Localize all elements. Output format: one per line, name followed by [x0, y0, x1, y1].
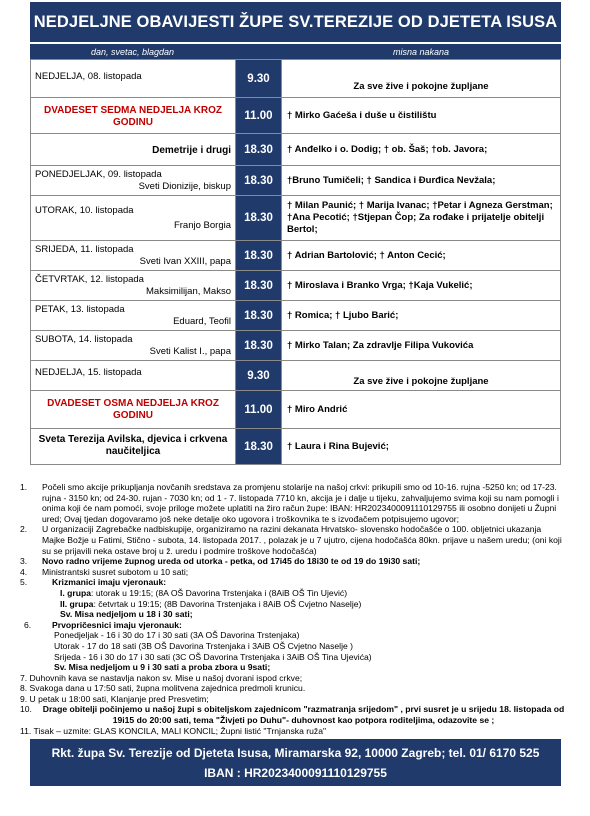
intention-cell: † Anđelko i o. Dodig; † ob. Šaš; †ob. Javora;: [282, 134, 561, 166]
day-name: NEDJELJA, 08. listopada: [35, 71, 142, 82]
intention-cell: [282, 361, 561, 391]
day-name: PONEDJELJAK, 09. listopada: [35, 169, 162, 180]
intention-cell: †Bruno Tumičeli; † Sandica i Đurđica Nevžala;: [282, 166, 561, 196]
time-cell: 18.30: [236, 196, 282, 241]
time-cell: 18.30: [236, 134, 282, 166]
list-item: [20, 482, 565, 524]
note-number: 1.: [20, 482, 28, 492]
time-cell: 18.30: [236, 331, 282, 361]
group-line: Srijeda - 16 i 30 do 17 i 30 sati (3C OŠ Davorina Trstenjaka i 3AiB OŠ Tina Ujevića): [54, 651, 372, 662]
time-cell: 18.30: [236, 271, 282, 301]
group-line: [20, 599, 565, 610]
table-row: [31, 331, 561, 361]
time-cell: 11.00: [236, 98, 282, 134]
saint-name: Sveti Kalist I., papa: [149, 346, 231, 357]
table-row: [31, 60, 561, 98]
group-text: : utorak u 19:15; (8A OŠ Davorina Trstenjaka i (8AiB OŠ Tin Ujević): [91, 587, 348, 598]
list-item: [20, 577, 565, 588]
list-item: [20, 567, 565, 578]
table-row: [31, 241, 561, 271]
intention-cell: † Milan Paunić; † Marija Ivanac; †Petar i Agneza Gerstman; †Ana Pecotić; †Stjepan Čop; Za rođake i prijatelje obitelji Bertol;: [282, 196, 561, 241]
group-label: I. grupa: [60, 587, 92, 598]
day-cell: [31, 98, 236, 134]
intention-cell: † Mirko Talan; Za zdravlje Filipa Vukovića: [282, 331, 561, 361]
table-row: [31, 271, 561, 301]
note-text: U organizaciji Zagrebačke nadbiskupije, organiziramo na razini dekanata Hrvatsko- slovensko hodočašće o 100. obljetnici ukazanja Majke Božje u Fatimi, Stično - subota, 14. listopada 2017. , polazak je u 7 ujutro, cijena hodočašća 80kn. prijave u našem uredu; (oni koji su se prijavili neka ostave broj u ž. uredu i podmire troškove hodočašća): [42, 524, 562, 556]
day-cell: [31, 271, 236, 301]
intention-cell: † Laura i Rina Bujević;: [282, 429, 561, 465]
time-cell: 11.00: [236, 391, 282, 429]
day-cell: [31, 301, 236, 331]
intention-cell: † Adrian Bartolović; † Anton Cecić;: [282, 241, 561, 271]
group-line: [20, 588, 565, 599]
note-text: Krizmanici imaju vjeronauk:: [52, 577, 167, 588]
group-text: : četvrtak u 19:15; (8B Davorina Trstenjaka i 8AiB OŠ Cvjetno Naselje): [93, 598, 362, 609]
saint-name: Eduard, Teofil: [173, 316, 231, 327]
group-label: II. grupa: [60, 598, 94, 609]
note-text: Ministrantski susret subotom u 10 sati;: [42, 566, 189, 577]
footer: [30, 739, 561, 786]
list-item: [20, 704, 565, 725]
sunday-title: DVADESET OSMA NEDJELJA KROZ GODINU: [47, 398, 219, 421]
group-line: Utorak - 17 do 18 sati (3B OŠ Davorina Trstenjaka i 3AiB OŠ Cvjetno Naselje ): [54, 640, 354, 651]
table-row: [31, 429, 561, 465]
time-cell: 18.30: [236, 241, 282, 271]
intention-cell: [282, 60, 561, 98]
list-item: 8. Svakoga dana u 17:50 sati, župna molitvena zajednica predmoli krunicu.: [20, 683, 306, 694]
day-name: NEDJELJA, 15. listopada: [35, 367, 142, 378]
sunday-title: DVADESET SEDMA NEDJELJA KROZ GODINU: [44, 105, 222, 128]
saint-name: Demetrije i drugi: [152, 145, 231, 156]
day-cell: [31, 391, 236, 429]
intention-cell: † Mirko Gaćeša i duše u čistilištu: [282, 98, 561, 134]
time-cell: 9.30: [236, 361, 282, 391]
table-row: [31, 98, 561, 134]
day-cell: [31, 196, 236, 241]
table-row: [31, 301, 561, 331]
table-row: [31, 196, 561, 241]
announcements: [20, 482, 565, 736]
note-number: 2.: [20, 524, 28, 535]
note-number: 6.: [24, 619, 32, 630]
intention-cell: † Miro Andrić: [282, 391, 561, 429]
note-text: Drage obitelji počinjemo u našoj župi s obiteljskom zajednicom "razmatranja srijedom" , prvi susret je u srijedu 18. listopada od 19i15 do 20:00 sati, tema "Živjeti po Duhu"- duhovnost kao potpora roditeljima, odazovite se ;: [42, 704, 565, 726]
group-line: Sv. Misa nedjeljom u 18 i 30 sati;: [60, 609, 193, 620]
group-line: Ponedjeljak - 16 i 30 do 17 i 30 sati (3A OŠ Davorina Trstenjaka): [54, 630, 300, 641]
time-cell: 18.30: [236, 301, 282, 331]
list-item: 7. Duhovnih kava se nastavlja nakon sv. Mise u našoj dvorani ispod crkve;: [20, 672, 303, 683]
table-row: [31, 134, 561, 166]
note-text: Počeli smo akcije prikupljanja novčanih sredstava za promjenu stolarije na našoj crkvi: prikupili smo od 10-16. rujna -5250 kn; od 17-23. rujna - 3150 kn; od 24-30. rujan - 7030 kn; od 1 - 7. listopada 7710 kn, akcija je i dalje u tijeku, zahvaljujemo svima koji su nam pomogli i onima koji će nam pomoći, svoje priloge možete uplatiti na žiro račun župe: IBAN: HR2023400091110129755 ili osobno donijeti u Župni ured; Ovaj tjedan dogovaramo još neke detalje oko ugovora i troškovnika te s izvođačem potpisujemo ugovor;: [42, 482, 559, 524]
day-cell: [31, 429, 236, 465]
list-item: [20, 620, 565, 631]
mass-schedule-table: [30, 59, 561, 465]
saint-name: Franjo Borgia: [173, 220, 231, 231]
table-row: [31, 166, 561, 196]
day-cell: [31, 166, 236, 196]
time-cell: 18.30: [236, 166, 282, 196]
list-item: [20, 556, 565, 567]
day-name: UTORAK, 10. listopada: [35, 205, 134, 216]
note-number: 4.: [20, 566, 28, 577]
column-header-left: dan, svetac, blagdan: [90, 46, 175, 57]
column-header-right: misna nakana: [392, 46, 450, 57]
day-cell: [31, 331, 236, 361]
time-cell: 18.30: [236, 429, 282, 465]
day-name: SUBOTA, 14. listopada: [35, 334, 133, 345]
group-line: Sv. Misa nedjeljom u 9 i 30 sati a proba zbora u 9sati;: [54, 662, 271, 673]
note-number: 5.: [20, 577, 28, 588]
day-name: ČETVRTAK, 12. listopada: [35, 274, 144, 285]
intention-cell: † Romica; † Ljubo Barić;: [282, 301, 561, 331]
saint-name: Maksimilijan, Makso: [146, 286, 231, 297]
saint-name: Sveti Ivan XXIII, papa: [139, 256, 231, 267]
saint-name: Sveti Dionizije, biskup: [138, 181, 231, 192]
table-row: [31, 391, 561, 429]
day-cell: [31, 361, 236, 391]
day-name: PETAK, 13. listopada: [35, 304, 125, 315]
note-text: Prvopričesnici imaju vjeronauk:: [52, 619, 182, 630]
intention-cell: † Miroslava i Branko Vrga; †Kaja Vukelić;: [282, 271, 561, 301]
day-cell: [31, 60, 236, 98]
intention-text: Za sve žive i pokojne župljane: [353, 376, 489, 387]
list-item: 9. U petak u 18:00 sati, Klanjanje pred Presvetim;: [20, 693, 209, 704]
note-text: Novo radno vrijeme župnog ureda od utorka - petka, od 17i45 do 18i30 te od 19 do 19i30 sati;: [42, 556, 421, 567]
note-number: 3.: [20, 556, 28, 567]
column-header: [30, 44, 561, 59]
day-name: SRIJEDA, 11. listopada: [35, 244, 134, 255]
iban: IBAN : HR2023400091110129755: [204, 766, 387, 780]
feast-name: Sveta Terezija Avilska, djevica i crkvena naučiteljica: [38, 434, 228, 457]
note-number: 10.: [20, 704, 32, 715]
time-cell: 9.30: [236, 60, 282, 98]
table-row: [31, 361, 561, 391]
bulletin: [30, 2, 561, 465]
page-title: NEDJELJNE OBAVIJESTI ŽUPE SV.TEREZIJE OD DJETETA ISUSA: [30, 2, 561, 42]
intention-text: Za sve žive i pokojne župljane: [353, 81, 489, 92]
day-cell: [31, 241, 236, 271]
list-item: 11. Tisak – uzmite: GLAS KONCILA, MALI KONCIL; Župni listić "Trnjanska ruža": [20, 725, 327, 736]
parish-address: Rkt. župa Sv. Terezije od Djeteta Isusa, Miramarska 92, 10000 Zagreb; tel. 01/ 6170 525: [51, 746, 540, 760]
list-item: [20, 524, 565, 556]
day-cell: [31, 134, 236, 166]
